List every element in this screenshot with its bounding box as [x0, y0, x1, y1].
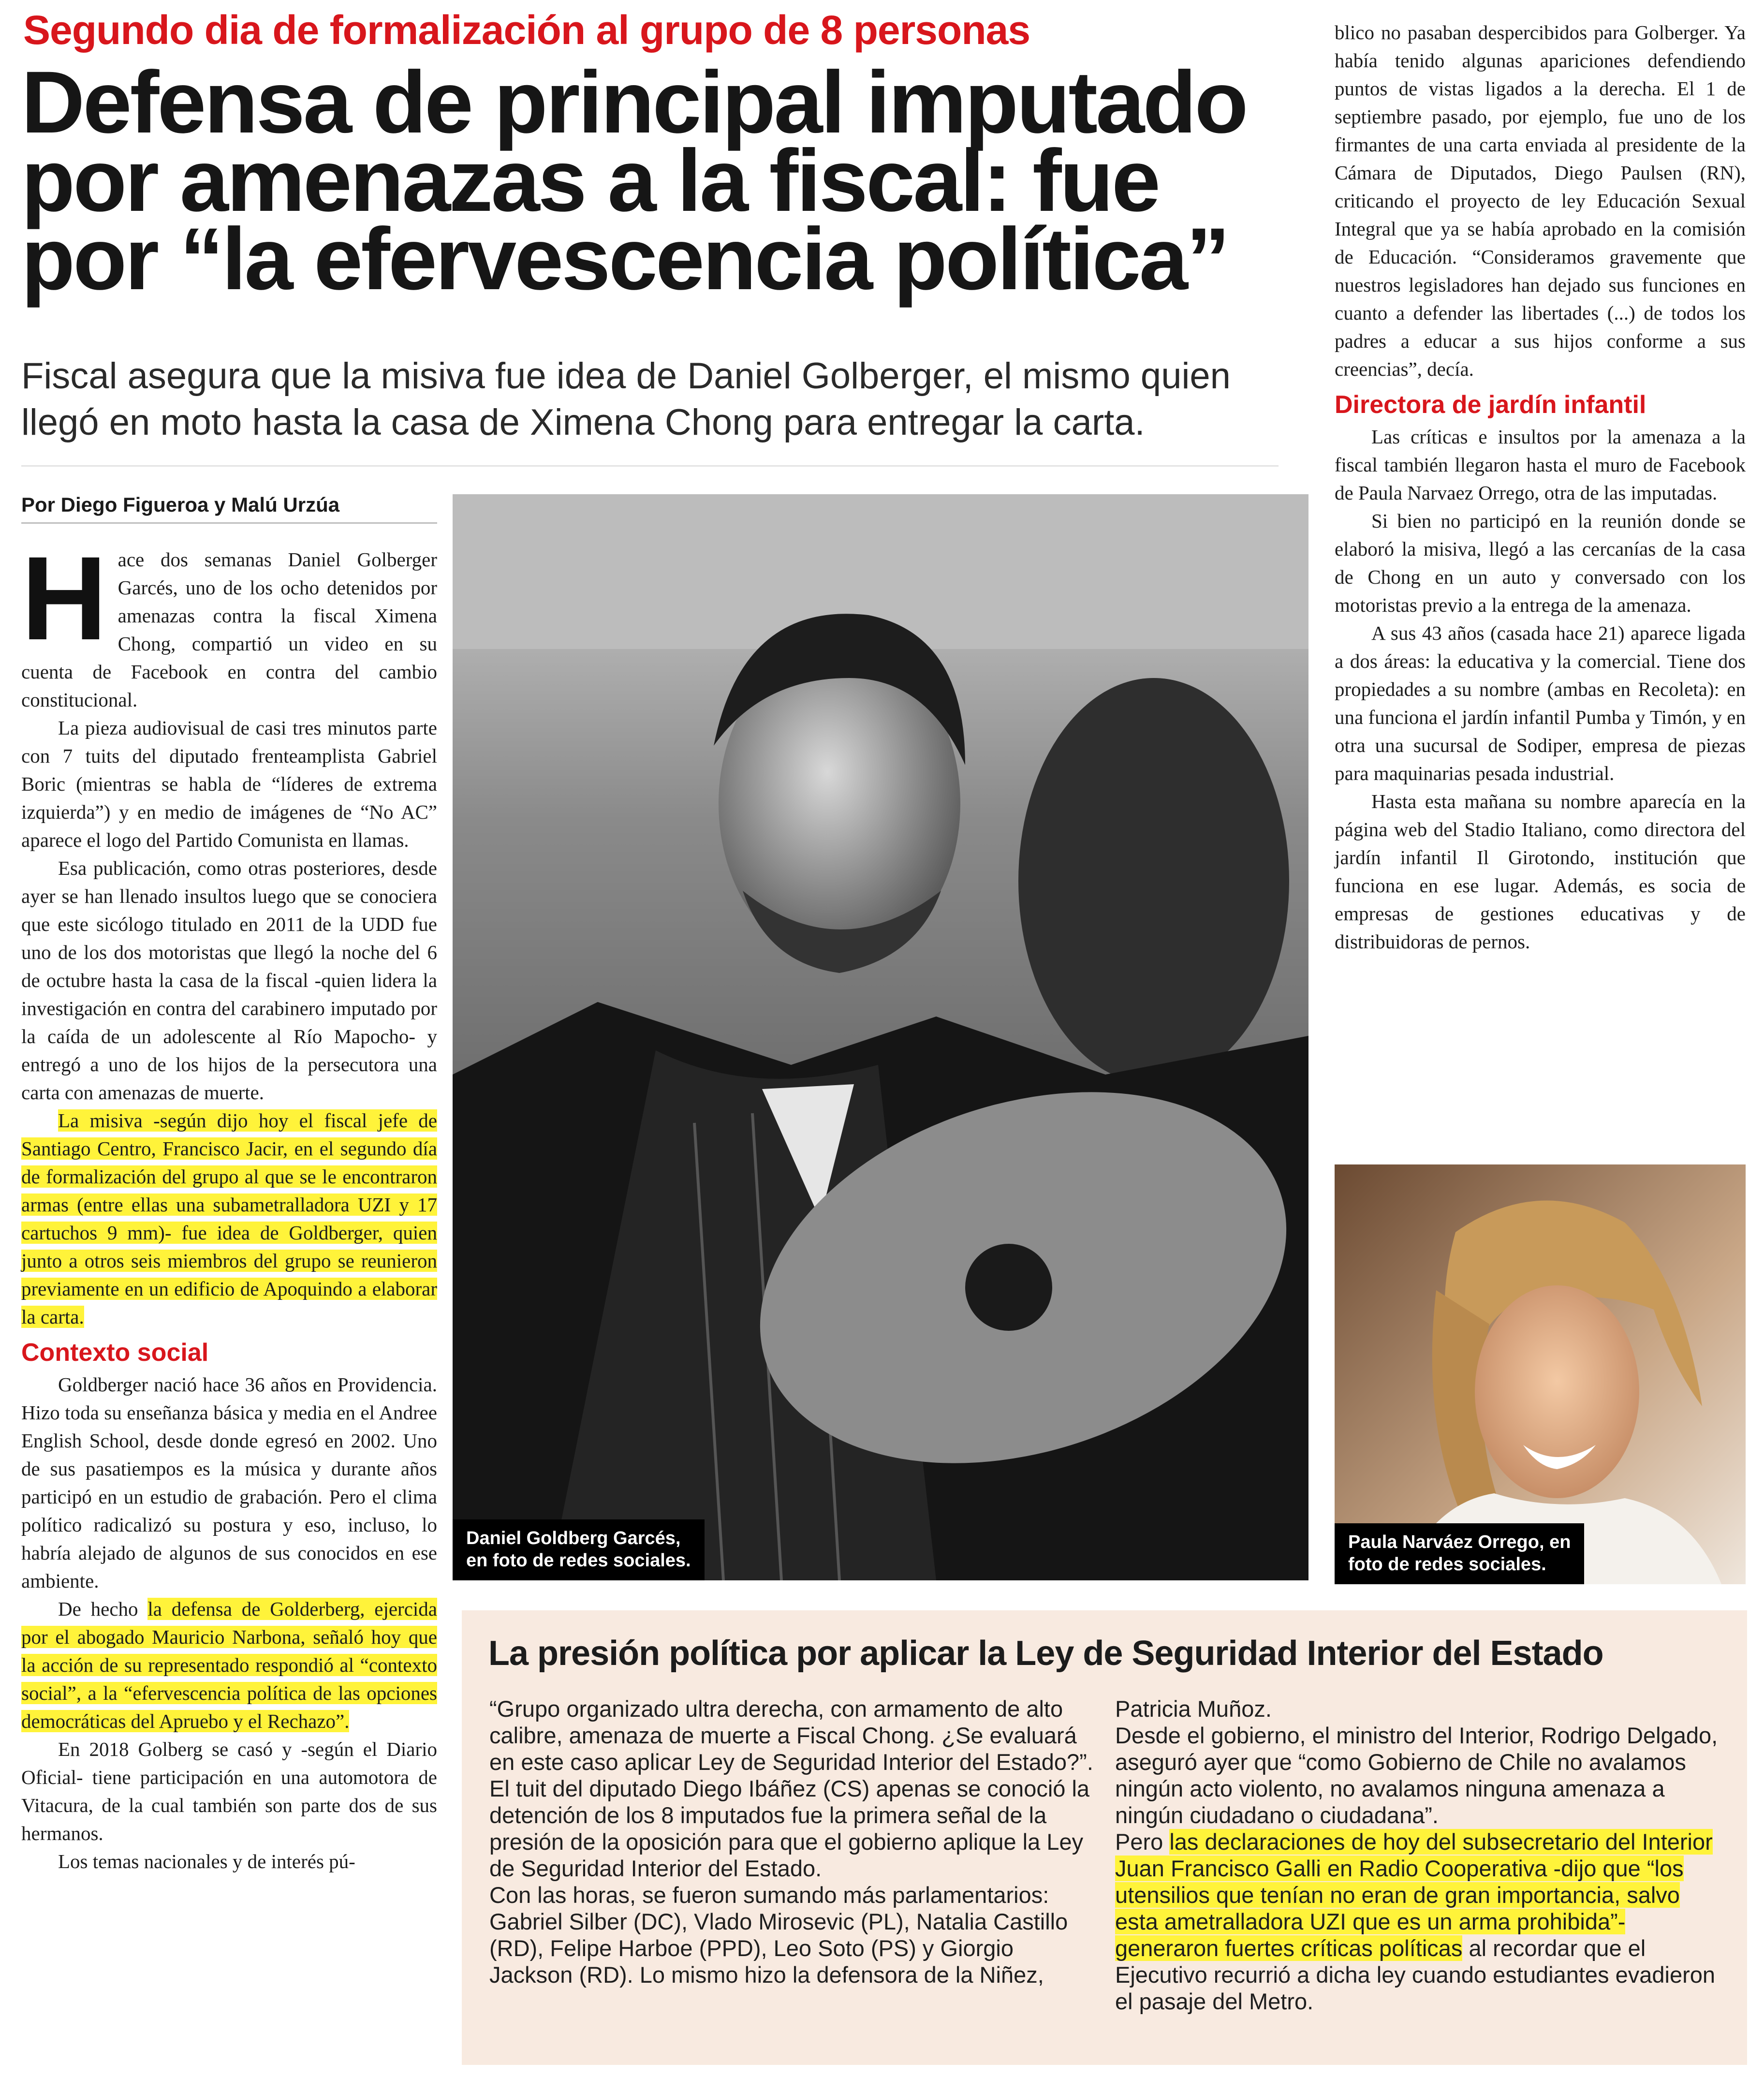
paragraph-text: Pero [1115, 1829, 1170, 1855]
subhead-directora: Directora de jardín infantil [1335, 391, 1646, 419]
paragraph: A sus 43 años (casada hace 21) aparece ligada a dos áreas: la educativa y la comercial. Tiene dos propiedades a su nombre (ambas en Recoleta): en una funciona el jardín infantil Pumba y Timón, y en otra una sucursal de Sodiper, empresa de piezas para maquinarias pesada industrial. [1335, 622, 1746, 784]
sidebar-column-1 [489, 1695, 1094, 1988]
side-photo [1335, 1164, 1746, 1584]
highlight-text: la defensa de Golderberg, ejercida por el abogado Mauricio Narbona, señaló hoy que la acción de su representado respondió al “contexto social”, a la “efervescencia política de las opciones democráticas del Apruebo y el Rechazo”. [21, 1598, 437, 1732]
paragraph: Las críticas e insultos por la amenaza a la fiscal también llegaron hasta el muro de Facebook de Paula Narvaez Orrego, otra de las imputadas. [1335, 426, 1746, 504]
paragraph [21, 1595, 437, 1735]
paragraph: Si bien no participó en la reunión donde se elaboró la misiva, llegó a las cercanías de la casa de Chong en un auto y conversado con los motoristas previo a la entrega de la amenaza. [1335, 510, 1746, 616]
photo-caption [453, 1519, 705, 1580]
drop-cap: H [21, 532, 107, 665]
paragraph-text: al recordar que el Ejecutivo recurrió a dicha ley cuando estudiantes evadieron el pasaje del Metro. [1115, 1935, 1716, 2014]
caption-line: Paula Narváez Orrego, en [1348, 1532, 1571, 1552]
deck: Fiscal asegura que la misiva fue idea de Daniel Golberger, el mismo quien llegó en moto hasta la casa de Ximena Chong para entregar la carta. [21, 355, 1231, 443]
headline: Defensa de principal imputado por amenazas a la fiscal: fue por “la efervescencia política” [21, 53, 1247, 308]
paragraph: “Grupo organizado ultra derecha, con armamento de alto calibre, amenaza de muerte a Fiscal Chong. ¿Se evaluará en este caso aplicar Ley de Seguridad Interior del Estado?”. El tuit del diputado Diego Ibáñez (CS) apenas se conoció la detención de los 8 imputados fue la primera señal de la presión de la oposición para que el gobierno aplique la Ley de Seguridad Interior del Estado. [489, 1696, 1093, 1881]
paragraph: Desde el gobierno, el ministro del Interior, Rodrigo Delgado, aseguró ayer que “como Gobierno de Chile no avalamos ningún acto violento, no avalamos ninguna amenaza a ningún ciudadano o ciudadana”. [1115, 1723, 1718, 1828]
deck-divider [21, 465, 1279, 467]
main-photo [453, 494, 1308, 1580]
sidebar-title: La presión política por aplicar la Ley de Seguridad Interior del Estado [488, 1634, 1603, 1673]
paragraph: Goldberger nació hace 36 años en Providencia. Hizo toda su enseñanza básica y media en el Andree English School, desde donde egresó en 2002. Uno de sus pasatiempos es la música y durante años participó en un estudio de grabación. Pero el clima político radicalizó su postura y eso, incluso, lo habría alejado de algunos de sus conocidos en ese ambiente. [21, 1373, 437, 1592]
paragraph: Los temas nacionales y de interés pú- [58, 1850, 355, 1872]
paragraph [21, 532, 437, 714]
paragraph [1115, 1828, 1724, 2015]
paragraph-highlighted [21, 1106, 437, 1331]
paragraph: Con las horas, se fueron sumando más parlamentarios: Gabriel Silber (DC), Vlado Mirosevic (PL), Natalia Castillo (RD), Felipe Harboe (PPD), Leo Soto (PS) y Giorgio Jackson (RD). Lo mismo hizo la defensora de la Niñez, [489, 1882, 1068, 1988]
caption-line: foto de redes sociales. [1348, 1554, 1546, 1575]
portrait-illustration [453, 494, 1308, 1580]
paragraph-text: De hecho [58, 1598, 148, 1620]
article-column-1 [21, 532, 437, 1875]
kicker: Segundo dia de formalización al grupo de 8 personas [23, 7, 1030, 53]
photo-caption [1335, 1523, 1584, 1584]
byline: Por Diego Figueroa y Malú Urzúa [21, 493, 340, 516]
portrait-illustration [1335, 1164, 1746, 1584]
paragraph: La pieza audiovisual de casi tres minutos parte con 7 tuits del diputado frenteamplista Gabriel Boric (mientras se habla de “líderes de extrema izquierda”) y en medio de imágenes de “No AC” aparece el logo del Partido Comunista en llamas. [21, 717, 437, 851]
paragraph: Hasta esta mañana su nombre aparecía en la página web del Stadio Italiano, como directora del jardín infantil Il Girotondo, institución que funciona en ese lugar. Además, es socia de empresas de gestiones educativas y de distribuidoras de pernos. [1335, 790, 1746, 953]
byline-divider [21, 522, 437, 524]
sidebar-column-2 [1115, 1695, 1724, 2015]
paragraph: En 2018 Golberg se casó y -según el Diario Oficial- tiene participación en una automotora de Vitacura, de la cual también son parte dos de sus hermanos. [21, 1738, 437, 1844]
paragraph: Esa publicación, como otras posteriores, desde ayer se han llenado insultos luego que se conociera que este sicólogo titulado en 2011 de la UDD fue uno de los dos motoristas que llegó la noche del 6 de octubre hasta la casa de la fiscal -quien lidera la investigación en contra del carabinero imputado por la caída de un adolescente al Río Mapocho- y entregó a uno de los hijos de la persecutora una carta con amenazas de muerte. [21, 857, 437, 1104]
paragraph: Patricia Muñoz. [1115, 1696, 1272, 1722]
article-column-3 [1335, 18, 1746, 956]
highlight-text: La misiva -según dijo hoy el fiscal jefe de Santiago Centro, Francisco Jacir, en el segundo día de formalización del grupo al que se le encontraron armas (entre ellas una subametralladora UZI y 17 cartuchos 9 mm)- fue idea de Goldberger, quien junto a otros seis miembros del grupo se reunieron previamente en un edificio de Apoquindo a elaborar la carta. [21, 1109, 437, 1328]
highlight-text: las declaraciones de hoy del subsecretario del Interior Juan Francisco Galli en Radio Cooperativa -dijo que “los utensilios que tenían no eran de gran importancia, salvo esta ametralladora UZI que es un arma prohibida”- generaron fuertes críticas políticas [1115, 1829, 1713, 1961]
caption-line: Daniel Goldberg Garcés, [466, 1528, 681, 1548]
caption-line: en foto de redes sociales. [466, 1550, 691, 1571]
subhead-contexto-social: Contexto social [21, 1339, 209, 1367]
paragraph: blico no pasaban despercibidos para Golberger. Ya había tenido algunas apariciones defendiendo puntos de vistas ligados a la derecha. El 1 de septiembre pasado, por ejemplo, fue uno de los firmantes de una carta enviada al presidente de la Cámara de Diputados, Diego Paulsen (RN), criticando el proyecto de ley Educación Sexual Integral que ya se había aprobado en la comisión de Educación. “Consideramos gravemente que nuestros legisladores han dejado sus funciones en cuanto a defender las libertades (...) de todos los padres a educar a sus hijos conforme a sus creencias”, decía. [1335, 21, 1746, 380]
paragraph-text: ace dos semanas Daniel Golberger Garcés, uno de los ocho detenidos por amenazas contra la fiscal Ximena Chong, compartió un video en su cuenta de Facebook en contra del cambio constitucional. [21, 548, 437, 711]
